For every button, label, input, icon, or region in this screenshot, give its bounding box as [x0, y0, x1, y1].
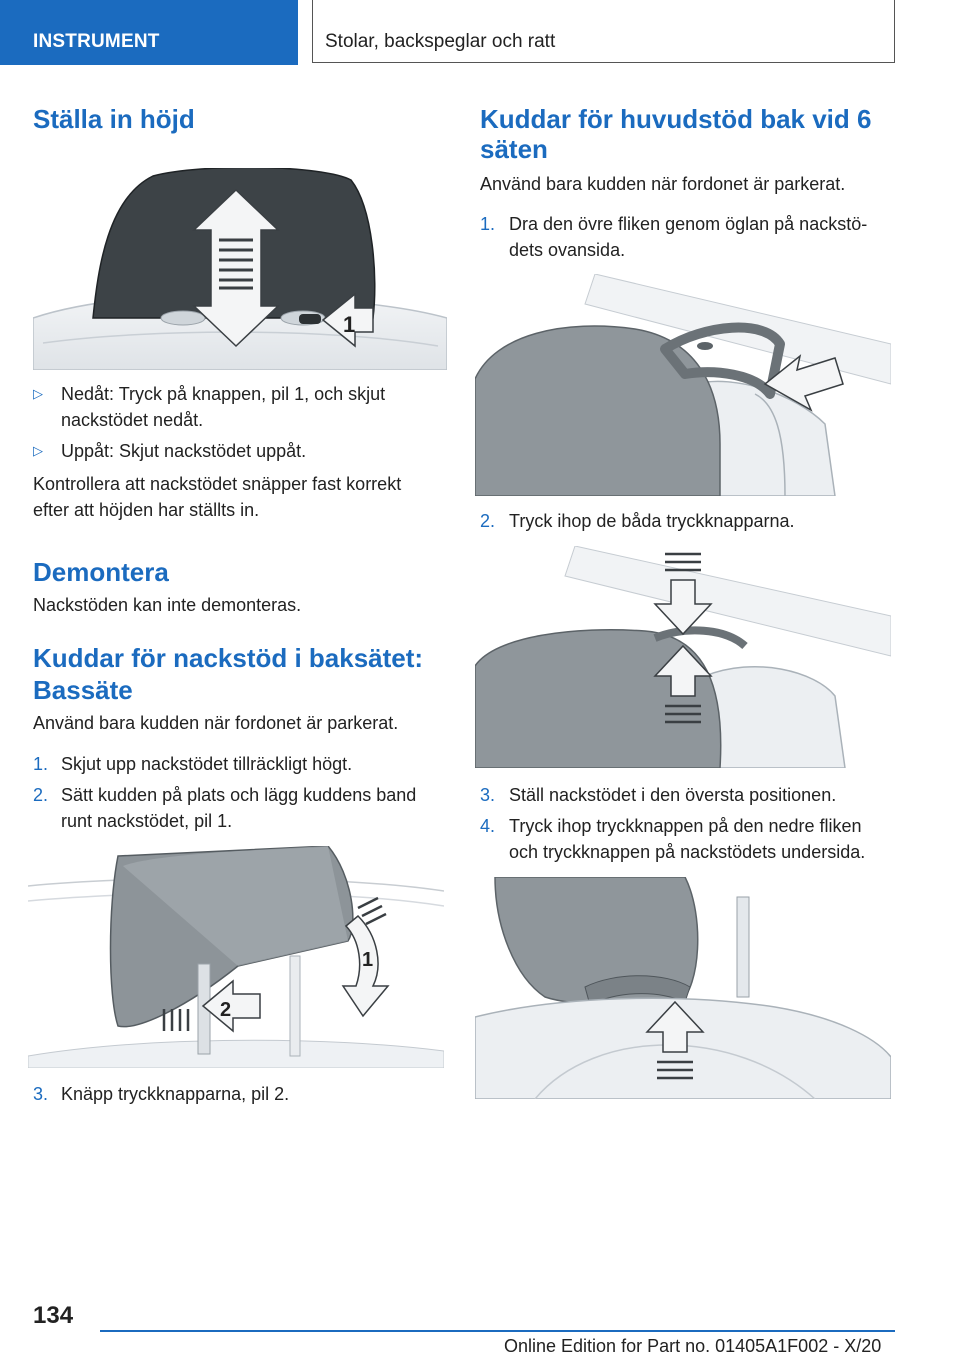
- chapter-title: INSTRUMENT: [33, 31, 160, 52]
- right-step-3: Ställ nackstödet i den översta positionen.: [509, 785, 837, 805]
- heading-cushion-6-seats-line1: Kuddar för huvudstöd bak vid 6: [480, 104, 872, 134]
- figure-cushion-buttons: [28, 846, 444, 1068]
- arrow-label-1: 1: [343, 312, 356, 337]
- step-number: 1.: [33, 754, 49, 774]
- figure-headrest-height: [33, 168, 447, 370]
- right-step-4-line1: Tryck ihop tryckknappen på den nedre fliken: [509, 816, 862, 836]
- step-number: 1.: [480, 214, 496, 234]
- step-number: 2.: [480, 511, 496, 531]
- cushion-intro: Använd bara kudden när fordonet är parkerat.: [33, 713, 399, 733]
- left-step-2-line2: runt nackstödet, pil 1.: [61, 811, 233, 831]
- arrow-label-1: 1: [362, 949, 374, 971]
- page-number: 134: [33, 1302, 74, 1329]
- check-text-line2: efter att höjden har ställts in.: [33, 500, 260, 520]
- section-header: [312, 0, 895, 63]
- remove-text: Nackstöden kan inte demonteras.: [33, 595, 302, 615]
- left-step-2-line1: Sätt kudden på plats och lägg kuddens band: [61, 785, 417, 805]
- check-text-line1: Kontrollera att nackstödet snäpper fast korrekt: [33, 474, 402, 494]
- right-intro: Använd bara kudden när fordonet är parkerat.: [480, 174, 846, 194]
- step-number: 3.: [480, 785, 496, 805]
- right-step-1-line2: dets ovansida.: [509, 240, 626, 260]
- step-number: 4.: [480, 816, 496, 836]
- figure-press-buttons: [475, 546, 891, 768]
- heading-cushion-rear-line2: Bassäte: [33, 675, 133, 705]
- footer-divider: [100, 1330, 895, 1332]
- left-step-3: Knäpp tryckknapparna, pil 2.: [61, 1084, 290, 1104]
- right-step-1-line1: Dra den övre fliken genom öglan på nackstö-: [509, 214, 868, 234]
- section-title: Stolar, backspeglar och ratt: [325, 31, 556, 52]
- heading-cushion-6-seats-line2: säten: [480, 134, 548, 164]
- figure-pull-tab: [475, 274, 891, 496]
- heading-remove: Demontera: [33, 557, 169, 587]
- heading-adjust-height: Ställa in höjd: [33, 104, 195, 134]
- right-step-2: Tryck ihop de båda tryckknapparna.: [509, 511, 795, 531]
- figure-lower-button: [475, 877, 891, 1099]
- chapter-tab: [0, 0, 298, 65]
- footer-edition: Online Edition for Part no. 01405A1F002 - X/20: [504, 1336, 882, 1356]
- bullet-up: Uppåt: Skjut nackstödet uppåt.: [61, 441, 307, 461]
- triangle-right-icon: ▷: [33, 443, 43, 458]
- bullet-down-line1: Nedåt: Tryck på knappen, pil 1, och skjut: [61, 384, 386, 404]
- left-step-1: Skjut upp nackstödet tillräckligt högt.: [61, 754, 353, 774]
- bullet-down-line2: nackstödet nedåt.: [61, 410, 204, 430]
- arrow-label-2: 2: [220, 999, 232, 1021]
- heading-cushion-rear-line1: Kuddar för nackstöd i baksätet:: [33, 643, 424, 673]
- step-number: 2.: [33, 785, 49, 805]
- triangle-right-icon: ▷: [33, 386, 43, 401]
- step-number: 3.: [33, 1084, 49, 1104]
- right-step-4-line2: och tryckknappen på nackstödets undersida.: [509, 842, 866, 862]
